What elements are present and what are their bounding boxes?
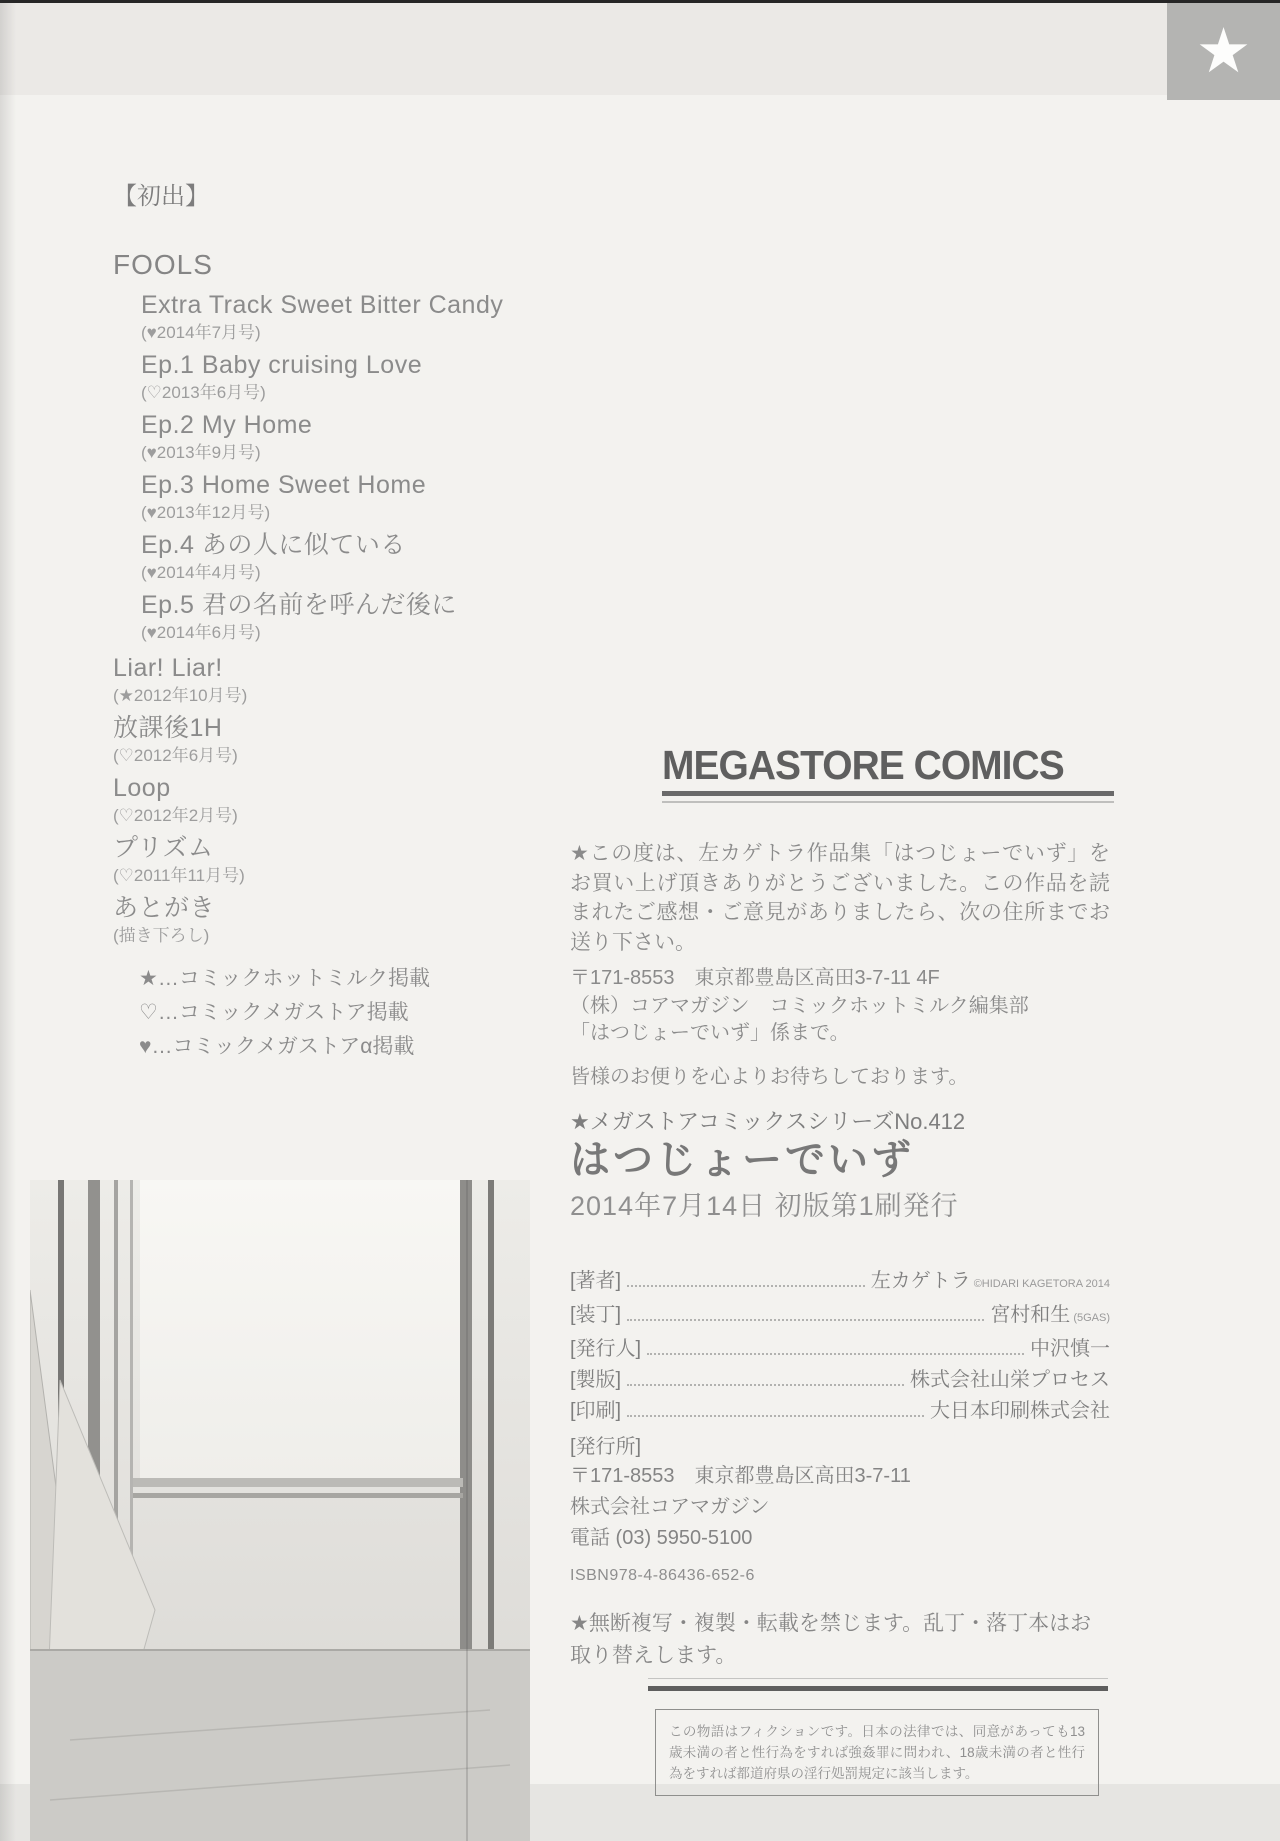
separator-thin-line [648,1678,1108,1679]
list-item [141,411,553,463]
copyright-notice: ★無断複写・複製・転載を禁じます。乱丁・落丁本はお取り替えします。 [570,1611,1092,1667]
publisher-logo [662,742,1114,803]
episode-source: (♥2014年4月号) [141,563,261,582]
work-title: Loop [113,774,171,802]
colophon [570,742,1110,1796]
list-item [113,774,553,826]
credit-note: ©HIDARI KAGETORA 2014 [973,1277,1110,1290]
credit-value: 大日本印刷株式会社 [930,1399,1110,1422]
work-source: (★2012年10月号) [113,686,248,705]
list-item [113,654,553,706]
list-item [141,531,553,583]
credit-label: [印刷] [570,1399,622,1422]
credit-value: 左カゲトラ [870,1269,971,1292]
dot-leader [627,1319,984,1321]
episode-title: Ep.3 Home Sweet Home [141,471,427,499]
separator-thick-line [648,1686,1108,1691]
legend-item: ★…コミックホットミルク掲載 [139,967,430,990]
work-title: プリズム [113,834,214,862]
thanks-paragraph: ★この度は、左カゲトラ作品集「はつじょーでいず」をお買い上げ頂きありがとうございました。この作品を読まれたご感想・ご意見がありましたら、次の住所までお送り下さい。 [570,842,1110,954]
afterword-illustration-placeholder [30,1180,530,1841]
credit-row [570,1365,1110,1396]
work-title: Liar! Liar! [113,654,223,682]
window-scene-graphic [30,1180,530,1841]
separator [648,1678,1108,1691]
work-source: (♡2011年11月号) [113,866,245,885]
logo-underline-thin [662,801,1114,803]
credit-row [570,1266,1110,1300]
publisher-info [570,1461,1110,1554]
list-item [141,471,553,523]
publisher-line: 〒171-8553 東京都豊島区高田3-7-11 [570,1464,911,1487]
dot-leader [627,1384,904,1386]
address-line: 「はつじょーでいず」係まで。 [570,1022,850,1044]
corner-tab [1167,3,1280,100]
list-item [141,591,553,643]
address-line: 〒171-8553 東京都豊島区高田3-7-11 4F [570,967,940,989]
scan-edge-shadow [0,0,16,1841]
credit-row [570,1396,1110,1427]
episode-title: Ep.2 My Home [141,411,313,439]
work-source: (♡2012年6月号) [113,746,238,765]
credit-value: 中沢慎一 [1030,1337,1110,1360]
credit-label: [製版] [570,1368,622,1391]
work-title: 放課後1H [113,714,223,742]
list-item [113,894,553,946]
credit-value: 株式会社山栄プロセス [910,1368,1110,1391]
episode-source: (♡2013年6月号) [141,383,266,402]
credits-list [570,1266,1110,1427]
credit-note: (5GAS) [1073,1311,1110,1324]
work-source: (♡2012年2月号) [113,806,238,825]
credit-label: [装丁] [570,1303,622,1326]
dot-leader [647,1353,1024,1355]
closing-line: 皆様のお便りを心よりお待ちしております。 [570,1065,969,1088]
address-line: （株）コアマガジン コミックホットミルク編集部 [570,994,1029,1017]
credit-label: [発行人] [570,1337,642,1360]
episode-title: Extra Track Sweet Bitter Candy [141,291,504,319]
fiction-disclaimer-box: この物語はフィクションです。日本の法律では、同意があっても13歳未満の者と性行為をすれば強姦罪に問われ、18歳未満の者と性行為をすれば都道府県の淫行処罰規定に該当します。 [655,1709,1099,1796]
episode-source: (♥2013年9月号) [141,443,261,462]
legend-item: ♥…コミックメガストアα掲載 [139,1035,415,1058]
book-title: はつじょーでいず [570,1137,914,1182]
legend-item: ♡…コミックメガストア掲載 [139,1001,409,1024]
list-item [141,351,553,403]
episode-source: (♥2013年12月号) [141,503,271,522]
print-date-line: 2014年7月14日 初版第1刷発行 [570,1190,959,1221]
credit-label: [著者] [570,1269,622,1292]
series-title: FOOLS [113,249,213,280]
star-icon: ★ [1195,16,1252,86]
page-crease [466,1180,468,1841]
episode-title: Ep.5 君の名前を呼んだ後に [141,591,457,619]
episode-source: (♥2014年7月号) [141,323,261,342]
credit-value: 宮村和生 [990,1303,1071,1326]
editorial-address [570,965,1110,1048]
dot-leader [627,1415,924,1417]
isbn: ISBN978-4-86436-652-6 [570,1566,755,1584]
episode-title: Ep.4 あの人に似ている [141,531,406,559]
logo-underline-thick [662,791,1114,796]
page-top-margin [0,3,1280,95]
list-item [113,714,553,766]
series-number-line: ★メガストアコミックスシリーズNo.412 [570,1108,966,1134]
publisher-logo-text: MEGASTORE COMICS [662,742,1064,788]
dot-leader [627,1285,865,1287]
other-works [113,654,553,946]
first-publication-index [113,176,553,1064]
publisher-heading: [発行所] [570,1435,642,1458]
publisher-line: 電話 (03) 5950-5100 [570,1526,753,1549]
list-item [113,834,553,886]
symbol-legend [139,962,553,1064]
first-publication-heading: 【初出】 [113,183,209,210]
episode-source: (♥2014年6月号) [141,623,261,642]
work-title: あとがき [113,894,216,922]
work-source: (描き下ろし) [113,926,210,945]
credit-row [570,1334,1110,1365]
episode-title: Ep.1 Baby cruising Love [141,351,423,379]
publisher-line: 株式会社コアマガジン [570,1495,770,1518]
list-item [141,291,553,343]
credit-row [570,1300,1110,1334]
